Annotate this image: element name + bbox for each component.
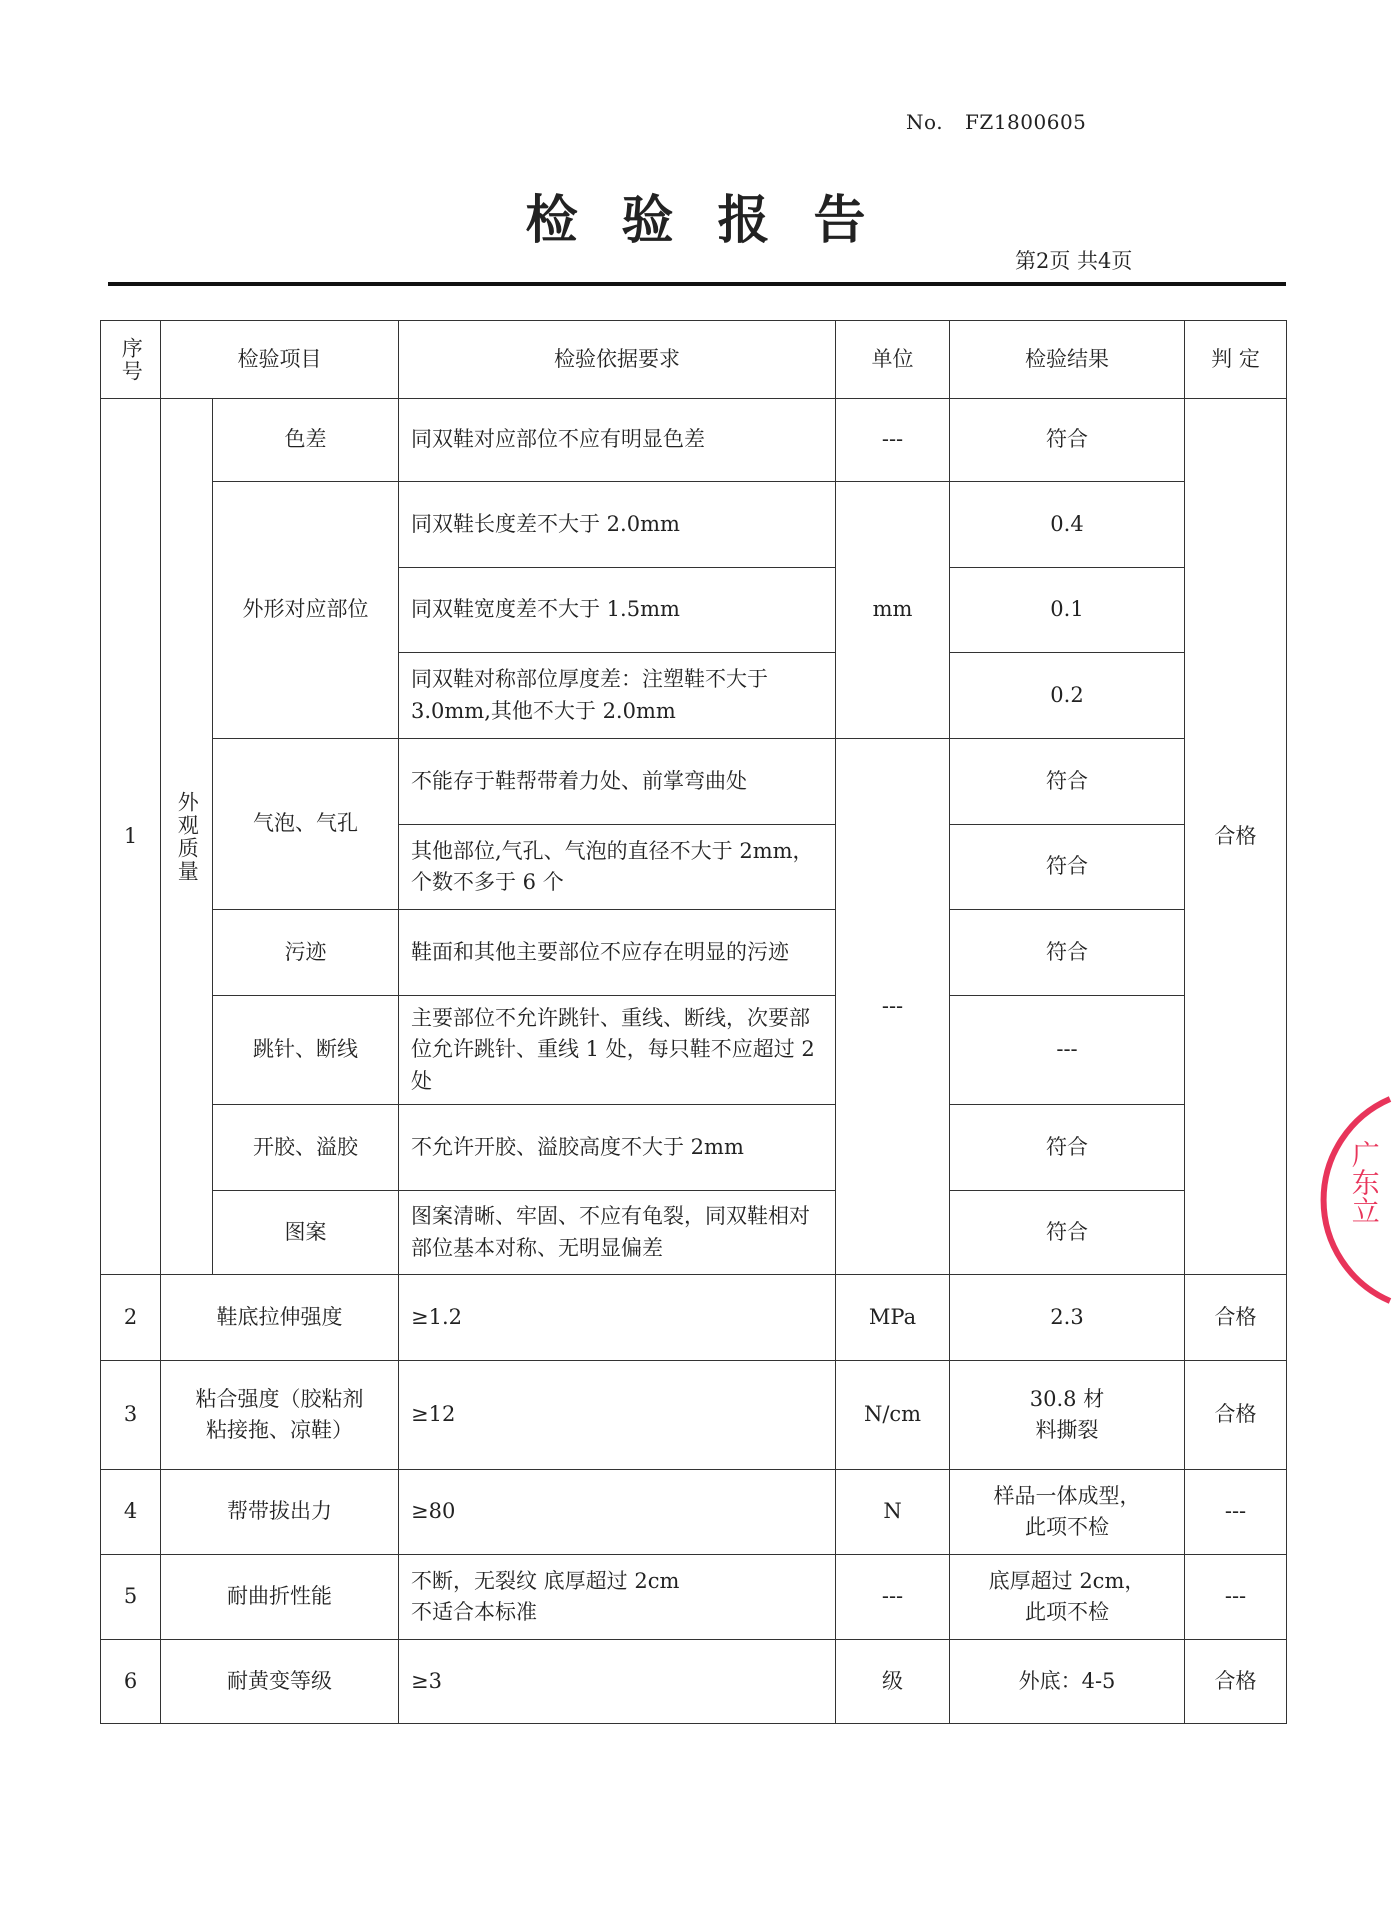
requirement-cell: ≥3 — [399, 1640, 836, 1724]
requirement-cell: 不断，无裂纹 底厚超过 2cm 不适合本标准 — [399, 1555, 836, 1640]
category-cell: 外观质量 — [161, 399, 213, 1275]
result-cell: 符合 — [950, 910, 1185, 996]
result-cell: 0.4 — [950, 482, 1185, 568]
unit-cell: --- — [836, 399, 950, 482]
title-divider — [108, 282, 1286, 286]
unit-cell: N — [836, 1470, 950, 1555]
judgement-cell: 合格 — [1185, 1640, 1287, 1724]
requirement-cell: 同双鞋长度差不大于 2.0mm — [399, 482, 836, 568]
seq-cell: 2 — [101, 1275, 161, 1361]
report-number-label: No. — [906, 110, 944, 134]
judgement-cell: 合格 — [1185, 1275, 1287, 1361]
table-row — [101, 996, 1287, 1105]
result-cell: 0.1 — [950, 568, 1185, 653]
item-cell: 跳针、断线 — [213, 996, 399, 1105]
unit-cell: mm — [836, 482, 950, 739]
requirement-cell: ≥1.2 — [399, 1275, 836, 1361]
result-cell: 符合 — [950, 739, 1185, 825]
seq-cell: 3 — [101, 1361, 161, 1470]
result-cell: 符合 — [950, 399, 1185, 482]
requirement-cell: ≥80 — [399, 1470, 836, 1555]
col-result: 检验结果 — [950, 321, 1185, 399]
item-cell: 图案 — [213, 1191, 399, 1275]
page-info: 第2页 共4页 — [1015, 249, 1133, 273]
item-cell: 耐黄变等级 — [161, 1640, 399, 1724]
seq-cell: 6 — [101, 1640, 161, 1724]
inspection-table — [100, 320, 1287, 1724]
result-cell: --- — [950, 996, 1185, 1105]
requirement-cell: 其他部位,气孔、气泡的直径不大于 2mm，个数不多于 6 个 — [399, 825, 836, 910]
seal-text: 广东立 — [1347, 1140, 1381, 1224]
unit-cell: MPa — [836, 1275, 950, 1361]
result-cell: 符合 — [950, 1105, 1185, 1191]
result-cell: 底厚超过 2cm，此项不检 — [950, 1555, 1185, 1640]
table-row — [101, 1275, 1287, 1361]
unit-cell: --- — [836, 1555, 950, 1640]
col-requirement: 检验依据要求 — [399, 321, 836, 399]
table-row — [101, 1361, 1287, 1470]
item-cell: 耐曲折性能 — [161, 1555, 399, 1640]
result-cell: 符合 — [950, 825, 1185, 910]
seq-cell: 4 — [101, 1470, 161, 1555]
item-cell: 气泡、气孔 — [213, 739, 399, 910]
result-cell: 样品一体成型，此项不检 — [950, 1470, 1185, 1555]
result-cell: 符合 — [950, 1191, 1185, 1275]
item-cell: 外形对应部位 — [213, 482, 399, 739]
result-cell: 外底：4-5 — [950, 1640, 1185, 1724]
table-row — [101, 482, 1287, 568]
table-row — [101, 739, 1287, 825]
unit-cell: --- — [836, 739, 950, 1275]
requirement-cell: 同双鞋对应部位不应有明显色差 — [399, 399, 836, 482]
item-cell: 鞋底拉伸强度 — [161, 1275, 399, 1361]
judgement-cell: --- — [1185, 1470, 1287, 1555]
item-cell: 粘合强度（胶粘剂粘接拖、凉鞋） — [161, 1361, 399, 1470]
col-item: 检验项目 — [161, 321, 399, 399]
requirement-cell: 同双鞋对称部位厚度差：注塑鞋不大于 3.0mm,其他不大于 2.0mm — [399, 653, 836, 739]
judgement-cell: 合格 — [1185, 1361, 1287, 1470]
item-cell: 开胶、溢胶 — [213, 1105, 399, 1191]
requirement-cell: 不能存于鞋帮带着力处、前掌弯曲处 — [399, 739, 836, 825]
result-cell: 2.3 — [950, 1275, 1185, 1361]
table-row — [101, 399, 1287, 482]
requirement-cell: ≥12 — [399, 1361, 836, 1470]
item-cell: 污迹 — [213, 910, 399, 996]
requirement-cell: 主要部位不允许跳针、重线、断线，次要部位允许跳针、重线 1 处，每只鞋不应超过 2 处 — [399, 996, 836, 1105]
seq-cell: 1 — [101, 399, 161, 1275]
result-cell: 0.2 — [950, 653, 1185, 739]
unit-cell: N/cm — [836, 1361, 950, 1470]
col-judgement: 判 定 — [1185, 321, 1287, 399]
result-cell: 30.8 材料撕裂 — [950, 1361, 1185, 1470]
judgement-cell: --- — [1185, 1555, 1287, 1640]
table-row — [101, 910, 1287, 996]
item-cell: 帮带拔出力 — [161, 1470, 399, 1555]
report-number-value: FZ1800605 — [965, 110, 1087, 134]
unit-cell: 级 — [836, 1640, 950, 1724]
report-number — [906, 110, 1108, 134]
col-unit: 单位 — [836, 321, 950, 399]
requirement-cell: 鞋面和其他主要部位不应存在明显的污迹 — [399, 910, 836, 996]
requirement-cell: 不允许开胶、溢胶高度不大于 2mm — [399, 1105, 836, 1191]
item-cell: 色差 — [213, 399, 399, 482]
table-header — [101, 321, 1287, 399]
table-row — [101, 1470, 1287, 1555]
col-seq: 序号 — [101, 321, 161, 399]
requirement-cell: 同双鞋宽度差不大于 1.5mm — [399, 568, 836, 653]
official-seal — [1318, 1095, 1395, 1305]
table-row — [101, 1191, 1287, 1275]
table-row — [101, 1105, 1287, 1191]
table-row — [101, 1640, 1287, 1724]
judgement-cell: 合格 — [1185, 399, 1287, 1275]
seq-cell: 5 — [101, 1555, 161, 1640]
table-row — [101, 1555, 1287, 1640]
requirement-cell: 图案清晰、牢固、不应有龟裂，同双鞋相对部位基本对称、无明显偏差 — [399, 1191, 836, 1275]
page-title: 检验报告 — [525, 191, 910, 251]
